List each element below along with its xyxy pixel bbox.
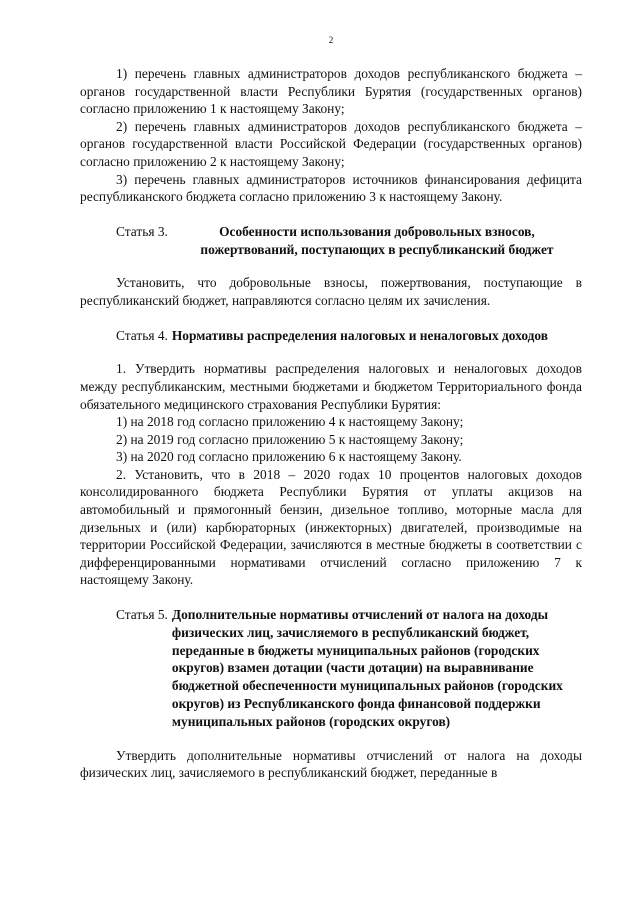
list-item: 3) перечень главных администраторов источников финансирования дефицита республиканского бюджета согласно приложению 3 к настоящему Закону. (80, 171, 582, 205)
list-item: 2) перечень главных администраторов доходов республиканского бюджета – органов государственной власти Российской Федерации (государственных органов) согласно приложению 2 к настоящему Закону; (80, 118, 582, 169)
article-title: Особенности использования добровольных взносов, пожертвований, поступающих в республиканский бюджет (200, 223, 554, 257)
article-label: Статья 4. (116, 327, 168, 343)
article-heading (116, 606, 582, 731)
list-item: 3) на 2020 год согласно приложению 6 к настоящему Закону. (116, 449, 462, 465)
list-item: 1) перечень главных администраторов доходов республиканского бюджета – органов государственной власти Республики Бурятия (государственных органов) согласно приложению 1 к настоящему Закону; (80, 66, 582, 117)
article-3 (80, 223, 582, 310)
administrators-list (80, 65, 582, 206)
article-4 (80, 327, 582, 590)
article-paragraph: Утвердить дополнительные нормативы отчислений от налога на доходы физических лиц, зачисляемого в республиканский бюджет, переданные в (80, 747, 582, 781)
article-label: Статья 5. (116, 607, 168, 623)
list-item: 1) на 2018 год согласно приложению 4 к настоящему Закону; (116, 414, 464, 430)
article-heading (116, 327, 582, 345)
article-heading (116, 223, 582, 259)
article-title: Нормативы распределения налоговых и неналоговых доходов (171, 327, 549, 343)
article-paragraph: 2. Установить, что в 2018 – 2020 годах 10 процентов налоговых доходов консолидированного бюджета Республики Бурятия от уплаты акцизов на автомобильный и прямогонный бензин, дизельное топливо, моторные масла для дизельных и (или) карбюраторных (инжекторных) двигателей, производимые на территории Российской Федерации, зачисляются в местные бюджеты в соответствии с дифференцированными нормативами отчислений согласно приложению 7 к настоящему Закону. (80, 466, 582, 588)
page-number: 2 (328, 35, 334, 45)
article-paragraph: 1. Утвердить нормативы распределения налоговых и неналоговых доходов между республиканским, местными бюджетами и бюджетом Территориального фонда обязательного медицинского страхования Республики Бурятия: (80, 361, 582, 412)
article-paragraph: Установить, что добровольные взносы, пожертвования, поступающие в республиканский бюджет, направляются согласно целям их зачисления. (80, 275, 582, 308)
article-label: Статья 3. (116, 223, 168, 239)
article-5 (80, 606, 582, 782)
list-item: 2) на 2019 год согласно приложению 5 к настоящему Закону; (116, 431, 464, 447)
article-title: Дополнительные нормативы отчислений от налога на доходы физических лиц, зачисляемого в республиканский бюджет, переданные в бюджеты муниципальных районов (городских округов) взамен дотации (части дотации) на выравнивание бюджетной обеспеченности муниципальных районов (городских округов) из Республиканского фонда финансовой поддержки муниципальных районов (городских округов) (171, 607, 563, 729)
